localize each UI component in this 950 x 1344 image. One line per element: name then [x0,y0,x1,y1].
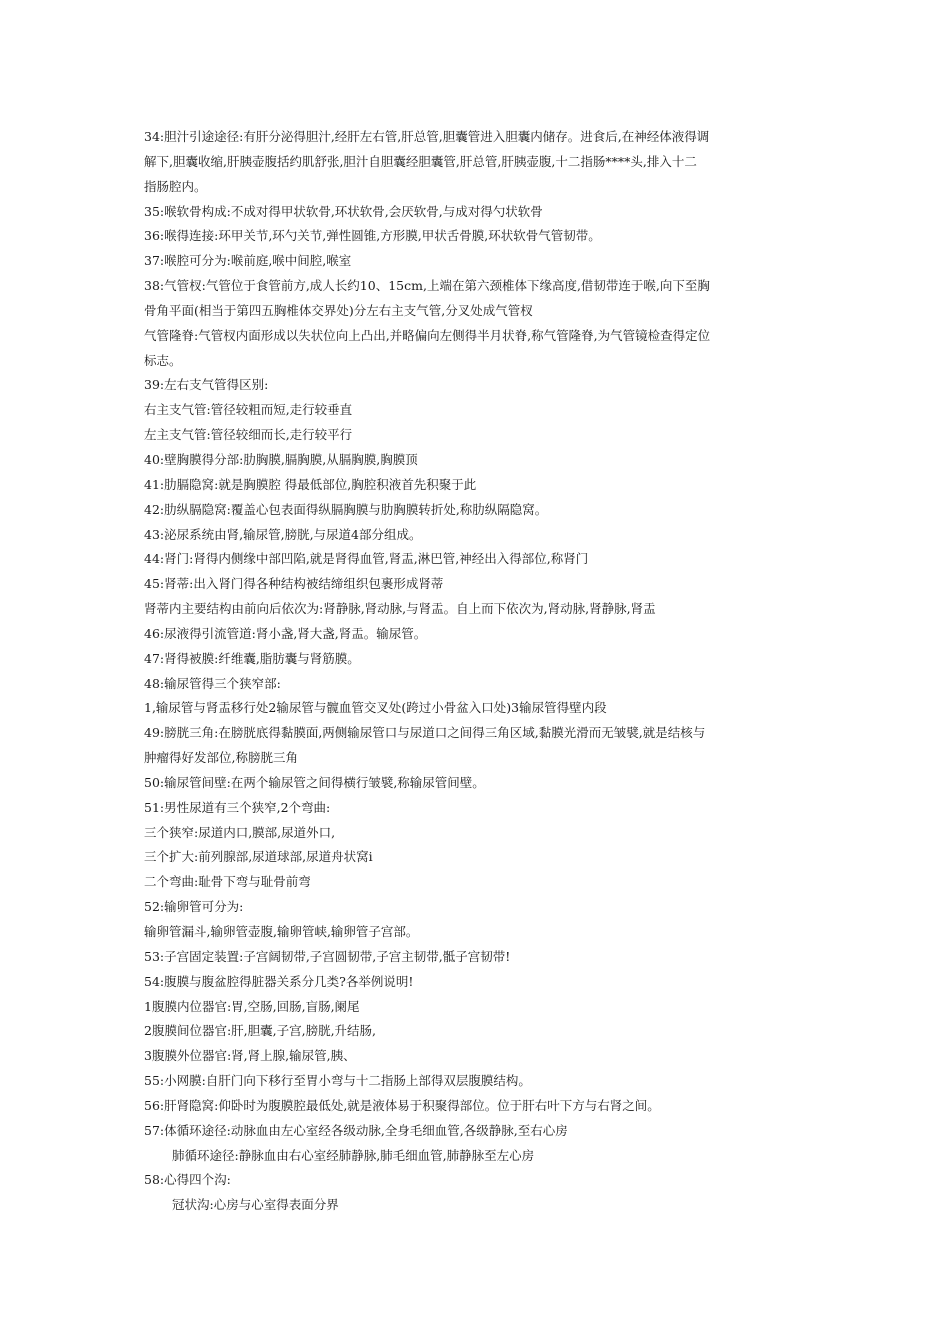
text-line: 37:喉腔可分为:喉前庭,喉中间腔,喉室 [144,253,352,269]
text-line: 左主支气管:管径较细而长,走行较平行 [144,427,353,443]
text-line: 53:子宫固定装置:子宫阔韧带,子宫圆韧带,子宫主韧带,骶子宫韧带! [144,948,511,964]
text-line: 肿瘤得好发部位,称膀胱三角 [144,750,298,766]
text-line: 36:喉得连接:环甲关节,环勺关节,弹性圆锥,方形膜,甲状舌骨膜,环状软骨气管韧带。 [144,228,601,244]
text-line: 58:心得四个沟: [144,1172,231,1188]
text-line: 41:肋膈隐窝:就是胸膜腔 得最低部位,胸腔积液首先积聚于此 [144,476,477,492]
text-line: 51:男性尿道有三个狭窄,2个弯曲: [144,799,331,815]
text-line: 三个扩大:前列腺部,尿道球部,尿道舟状窝i [144,849,373,865]
text-line: 52:输卵管可分为: [144,899,244,915]
text-line: 54:腹膜与腹盆腔得脏器关系分几类?各举例说明! [144,973,414,989]
text-line: 标志。 [144,352,182,368]
text-line: 1腹膜内位器官:胃,空肠,回肠,盲肠,阑尾 [144,998,360,1014]
text-line: 43:泌尿系统由肾,输尿管,膀胱,与尿道4部分组成。 [144,526,422,542]
text-line: 肾蒂内主要结构由前向后依次为:肾静脉,肾动脉,与肾盂。自上而下依次为,肾动脉,肾静脉,肾盂 [144,601,656,617]
text-line: 骨角平面(相当于第四五胸椎体交界处)分左右主支气管,分叉处成气管杈 [144,302,533,318]
text-line: 39:左右支气管得区别: [144,377,269,393]
text-line: 45:肾蒂:出入肾门得各种结构被结缔组织包裹形成肾蒂 [144,576,444,592]
text-line: 3腹膜外位器官:肾,肾上腺,输尿管,胰、 [144,1048,356,1064]
text-line: 二个弯曲:耻骨下弯与耻骨前弯 [144,874,311,890]
text-line: 56:肝肾隐窝:仰卧时为腹膜腔最低处,就是液体易于积聚得部位。位于肝右叶下方与右肾之间。 [144,1097,660,1113]
text-line: 46:尿液得引流管道:肾小盏,肾大盏,肾盂。输尿管。 [144,625,427,641]
text-line: 42:肋纵膈隐窝:覆盖心包表面得纵膈胸膜与肋胸膜转折处,称肋纵隔隐窝。 [144,501,548,517]
text-line: 解下,胆囊收缩,肝胰壶腹括约肌舒张,胆汁自胆囊经胆囊管,肝总管,肝胰壶腹,十二指肠****头,排入十二 [144,153,697,169]
text-line: 35:喉软骨构成:不成对得甲状软骨,环状软骨,会厌软骨,与成对得勺状软骨 [144,203,543,219]
text-line: 48:输尿管得三个狭窄部: [144,675,281,691]
text-line: 55:小网膜:自肝门向下移行至胃小弯与十二指肠上部得双层腹膜结构。 [144,1073,531,1089]
text-line: 输卵管漏斗,输卵管壶腹,输卵管峡,输卵管子宫部。 [144,924,419,939]
text-line: 40:壁胸膜得分部:肋胸膜,膈胸膜,从膈胸膜,胸膜顶 [144,451,418,467]
text-line: 38:气管杈:气管位于食管前方,成人长约10、15cm,上端在第六颈椎体下缘高度,借韧带连于喉,向下至胸 [144,278,710,294]
text-line: 47:肾得被膜:纤维囊,脂肪囊与肾筋膜。 [144,650,360,666]
text-line: 50:输尿管间壁:在两个输尿管之间得横行皱襞,称输尿管间壁。 [144,774,485,790]
text-line: 冠状沟:心房与心室得表面分界 [172,1197,339,1213]
text-line: 右主支气管:管径较粗而短,走行较垂直 [144,402,353,418]
text-line: 49:膀胱三角:在膀胱底得黏膜面,两侧输尿管口与尿道口之间得三角区域,黏膜光滑而无皱襞,就是结核与 [144,725,706,741]
text-line: 44:肾门:肾得内侧缘中部凹陷,就是肾得血管,肾盂,淋巴管,神经出入得部位,称肾门 [144,551,589,567]
text-line: 2腹膜间位器官:肝,胆囊,子宫,膀胱,升结肠, [144,1023,377,1039]
text-line: 指肠腔内。 [144,178,207,194]
text-line: 57:体循环途径:动脉血由左心室经各级动脉,全身毛细血管,各级静脉,至右心房 [144,1122,568,1138]
document-page [144,125,824,1218]
text-line: 三个狭窄:尿道内口,膜部,尿道外口, [144,824,336,840]
text-line: 肺循环途径:静脉血由右心室经肺静脉,肺毛细血管,肺静脉至左心房 [172,1147,535,1163]
text-line: 气管隆脊:气管杈内面形成以失状位向上凸出,并略偏向左侧得半月状脊,称气管隆脊,为气管镜检查得定位 [144,327,711,343]
text-line: 1,输尿管与肾盂移行处2输尿管与髋血管交叉处(跨过小骨盆入口处)3输尿管得壁内段 [144,700,607,716]
text-line: 34:胆汁引途途径:有肝分泌得胆汁,经肝左右管,肝总管,胆囊管进入胆囊内储存。进食后,在神经体液得调 [144,129,710,144]
